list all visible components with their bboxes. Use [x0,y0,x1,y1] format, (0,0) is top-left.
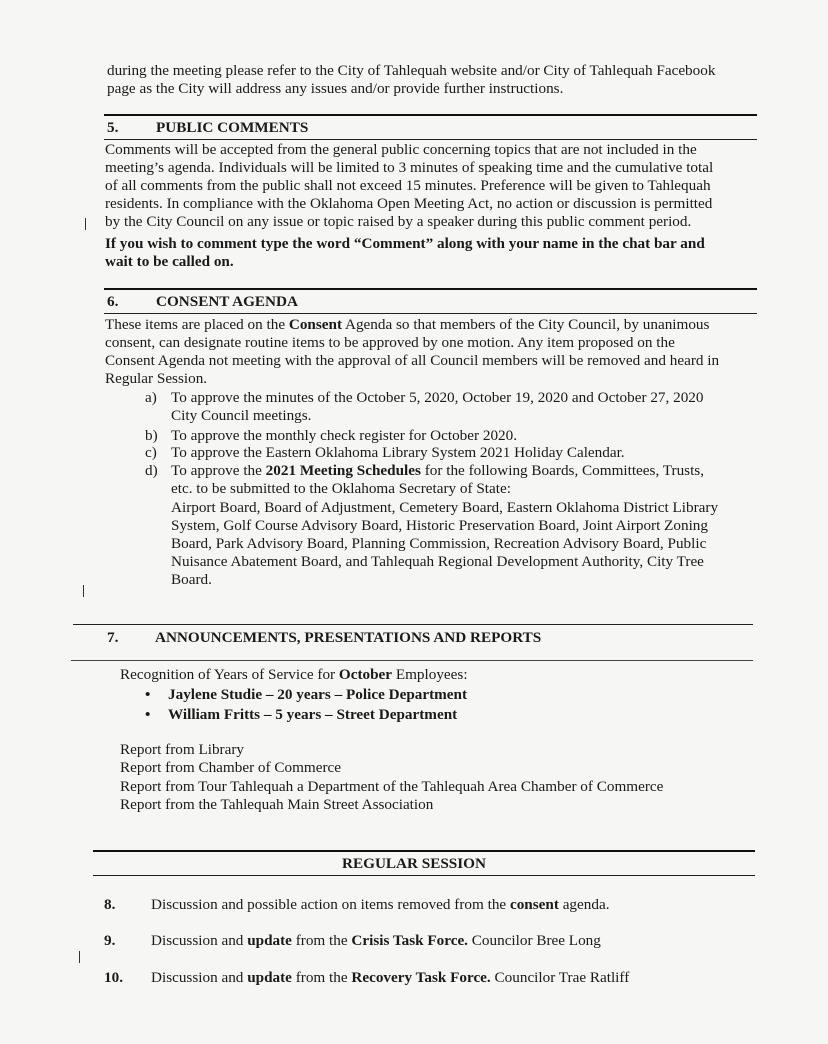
bullet: • [145,686,151,703]
item10-text: Discussion and update from the Recovery Task Force. Councilor Trae Ratliff [151,969,630,986]
section5-title: PUBLIC COMMENTS [156,119,309,136]
employee-2: William Fritts – 5 years – Street Department [168,706,458,723]
item8-text: Discussion and possible action on items removed from the consent agenda. [151,896,610,913]
employee-1: Jaylene Studie – 20 years – Police Department [168,686,468,703]
section7-title: ANNOUNCEMENTS, PRESENTATIONS AND REPORTS [155,629,542,646]
report-2: Report from Chamber of Commerce [120,759,341,776]
item-a-label: a) [145,389,157,406]
section6-top-rule [104,288,757,290]
section6-intro-line-2: consent, can designate routine items to be approved by one motion. Any item proposed on the [105,334,675,351]
item-c-line-1: To approve the Eastern Oklahoma Library System 2021 Holiday Calendar. [171,444,625,461]
section5-line-1: Comments will be accepted from the general public concerning topics that are not included in the [105,141,697,158]
section5-line-5: by the City Council on any issue or topic raised by a speaker during this public comment period. [105,213,692,230]
section6-intro-line-4: Regular Session. [105,370,208,387]
intro-line-2: page as the City will address any issues and/or provide further instructions. [107,80,564,97]
margin-mark [79,951,80,963]
section6-number: 6. [107,293,119,310]
recognition-heading: Recognition of Years of Service for October Employees: [120,666,468,683]
section7-bottom-rule [71,660,753,661]
report-3: Report from Tour Tahlequah a Department of the Tahlequah Area Chamber of Commerce [120,778,664,795]
item-d-line-5: Board, Park Advisory Board, Planning Commission, Recreation Advisory Board, Public [171,535,707,552]
section6-bottom-rule [104,313,757,314]
section6-title: CONSENT AGENDA [156,293,298,310]
section5-bottom-rule [104,139,757,140]
report-4: Report from the Tahlequah Main Street Association [120,796,434,813]
item10-number: 10. [104,969,123,986]
section5-bold-line-2: wait to be called on. [105,253,234,270]
item-c-label: c) [145,444,157,461]
section6-intro-line-3: Consent Agenda not meeting with the approval of all Council members will be removed and heard in [105,352,720,369]
item-d-line-6: Nuisance Abatement Board, and Tahlequah Regional Development Authority, City Tree [171,553,704,570]
item9-text: Discussion and update from the Crisis Task Force. Councilor Bree Long [151,932,601,949]
item-b-label: b) [145,427,158,444]
section5-number: 5. [107,119,119,136]
section6-intro-line-1: These items are placed on the Consent Agenda so that members of the City Council, by unanimous [105,316,710,333]
item-a-line-1: To approve the minutes of the October 5, 2020, October 19, 2020 and October 27, 2020 [171,389,704,406]
item-d-label: d) [145,462,158,479]
bullet: • [145,706,151,723]
section5-line-4: residents. In compliance with the Oklahoma Open Meeting Act, no action or discussion is permitted [105,195,713,212]
regular-session-title: REGULAR SESSION [342,855,486,872]
regular-session-top-rule [93,850,755,852]
report-1: Report from Library [120,741,244,758]
item-a-line-2: City Council meetings. [171,407,312,424]
intro-line-1: during the meeting please refer to the City of Tahlequah website and/or City of Tahlequah Facebook [107,62,716,79]
section5-bold-line-1: If you wish to comment type the word “Comment” along with your name in the chat bar and [105,235,705,252]
item-d-line-1: To approve the 2021 Meeting Schedules for the following Boards, Committees, Trusts, [171,462,705,479]
item-b-line-1: To approve the monthly check register for October 2020. [171,427,518,444]
margin-mark [83,585,84,597]
item-d-line-2: etc. to be submitted to the Oklahoma Secretary of State: [171,480,511,497]
regular-session-bottom-rule [93,875,755,876]
section5-line-3: of all comments from the public shall not exceed 15 minutes. Preference will be given to Tahlequah [105,177,711,194]
item-d-line-3: Airport Board, Board of Adjustment, Cemetery Board, Eastern Oklahoma District Library [171,499,719,516]
section7-number: 7. [107,629,119,646]
item-d-line-7: Board. [171,571,212,588]
item8-number: 8. [104,896,116,913]
section7-top-rule [73,624,753,625]
item9-number: 9. [104,932,116,949]
item-d-line-4: System, Golf Course Advisory Board, Historic Preservation Board, Joint Airport Zoning [171,517,708,534]
margin-mark [85,218,86,230]
section5-line-2: meeting’s agenda. Individuals will be limited to 3 minutes of speaking time and the cumulative total [105,159,714,176]
section5-top-rule [104,114,757,116]
